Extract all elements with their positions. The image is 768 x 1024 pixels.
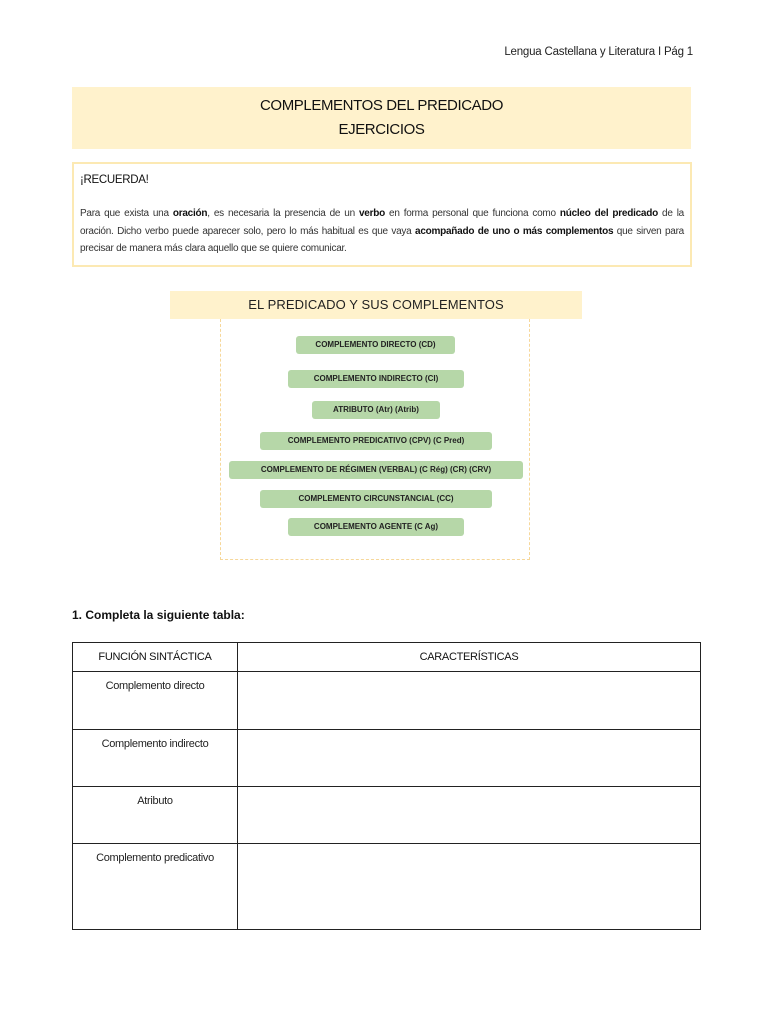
characteristics-answer-cell[interactable] — [238, 730, 701, 787]
syntactic-functions-table — [72, 642, 701, 930]
complement-pill-cpred: COMPLEMENTO PREDICATIVO (CPV) (C Pred) — [260, 432, 492, 450]
reminder-box — [72, 162, 692, 267]
complement-pill-cc: COMPLEMENTO CIRCUNSTANCIAL (CC) — [260, 490, 492, 508]
reminder-title: ¡RECUERDA! — [80, 174, 149, 186]
page-subtitle: EJERCICIOS — [338, 121, 425, 138]
table-row — [73, 787, 701, 844]
exercise-heading: 1. Completa la siguiente tabla: — [72, 608, 245, 622]
keyword-oracion: oración — [172, 208, 208, 219]
complement-pill-creg: COMPLEMENTO DE RÉGIMEN (VERBAL) (C Rég) (CR) (CRV) — [229, 461, 523, 479]
table-row — [73, 844, 701, 930]
reminder-text-part: de la oración. Dicho verbo puede aparecer solo, pero lo más habitual es que vaya — [80, 208, 684, 237]
keyword-verbo: verbo — [358, 208, 385, 219]
column-header-function: FUNCIÓN SINTÁCTICA — [73, 643, 238, 672]
function-cell: Complemento predicativo — [73, 844, 238, 930]
characteristics-answer-cell[interactable] — [238, 787, 701, 844]
page-running-head: Lengua Castellana y Literatura I Pág 1 — [504, 46, 693, 58]
reminder-text-part: en forma personal que funciona como — [384, 208, 560, 219]
characteristics-answer-cell[interactable] — [238, 844, 701, 930]
title-banner — [72, 87, 691, 149]
table-row — [73, 730, 701, 787]
keyword-nucleo: núcleo del predicado — [559, 208, 658, 219]
function-cell: Complemento directo — [73, 672, 238, 730]
column-header-characteristics: CARACTERÍSTICAS — [238, 643, 701, 672]
reminder-text-part: Para que exista una — [80, 208, 173, 219]
complement-pill-cag: COMPLEMENTO AGENTE (C Ag) — [288, 518, 464, 536]
reminder-text-part: que sirven para precisar de manera más clara aquello que se quiere comunicar. — [80, 225, 684, 254]
function-cell: Atributo — [73, 787, 238, 844]
table-row — [73, 672, 701, 730]
reminder-text-part: , es necesaria la presencia de un — [207, 208, 359, 219]
complement-pill-ci: COMPLEMENTO INDIRECTO (CI) — [288, 370, 464, 388]
keyword-complementos: acompañado de uno o más complementos — [415, 225, 614, 237]
page-title: COMPLEMENTOS DEL PREDICADO — [260, 97, 503, 114]
reminder-text — [80, 205, 684, 258]
function-cell: Complemento indirecto — [73, 730, 238, 787]
complement-pill-cd: COMPLEMENTO DIRECTO (CD) — [296, 336, 455, 354]
complement-pill-atr: ATRIBUTO (Atr) (Atrib) — [312, 401, 440, 419]
characteristics-answer-cell[interactable] — [238, 672, 701, 730]
table-header-row — [73, 643, 701, 672]
scheme-title: EL PREDICADO Y SUS COMPLEMENTOS — [170, 291, 582, 319]
